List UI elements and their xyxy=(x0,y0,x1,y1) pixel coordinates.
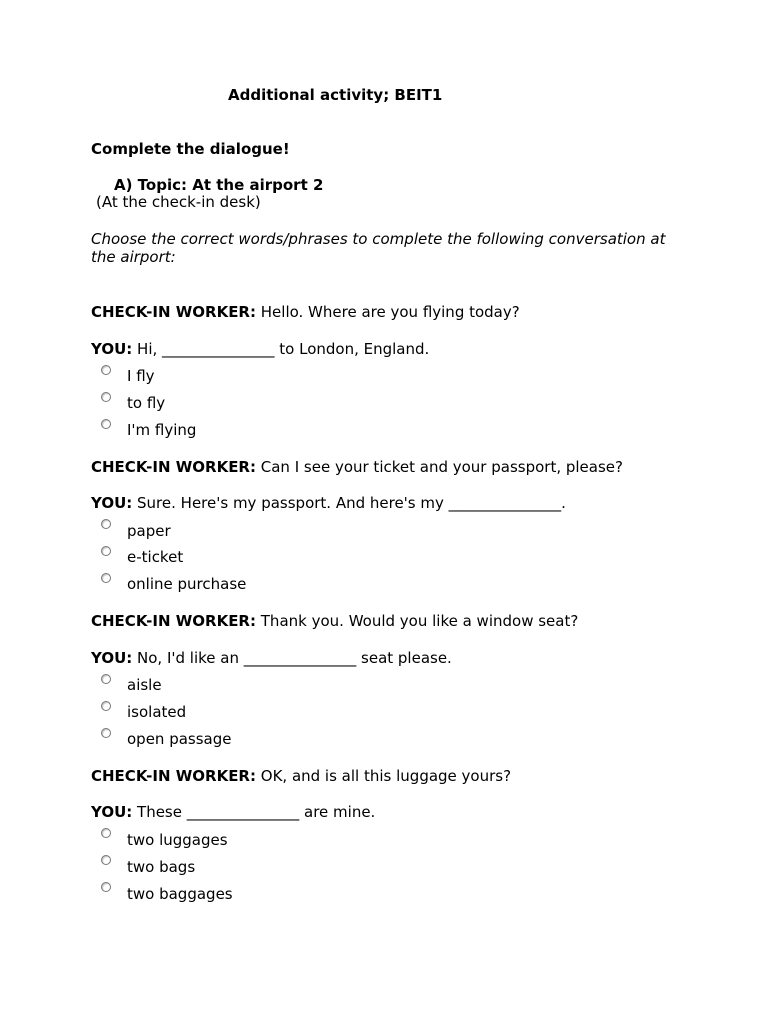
you-text: These _______________ are mine. xyxy=(132,803,376,821)
worker-speaker: CHECK-IN WORKER: xyxy=(91,612,256,630)
worker-text: Thank you. Would you like a window seat? xyxy=(256,612,579,630)
you-text: Hi, _______________ to London, England. xyxy=(132,340,430,358)
option-label: two luggages xyxy=(127,831,228,849)
option-label: open passage xyxy=(127,730,232,748)
radio-button[interactable] xyxy=(101,674,111,684)
radio-button[interactable] xyxy=(101,828,111,838)
you-text: No, I'd like an _______________ seat please. xyxy=(132,649,452,667)
option-label: I fly xyxy=(127,367,155,385)
you-speaker: YOU: xyxy=(91,340,133,358)
you-line-1 xyxy=(91,340,429,358)
you-text: Sure. Here's my passport. And here's my _______________. xyxy=(132,494,566,512)
option-label: paper xyxy=(127,522,171,540)
topic-subheading: (At the check-in desk) xyxy=(96,193,261,211)
radio-button[interactable] xyxy=(101,419,111,429)
document-title: Additional activity; BEIT1 xyxy=(228,86,443,104)
radio-button[interactable] xyxy=(101,573,111,583)
option-label: two bags xyxy=(127,858,196,876)
worker-line-3 xyxy=(91,612,578,630)
worker-line-2 xyxy=(91,458,623,476)
radio-button[interactable] xyxy=(101,855,111,865)
instruction-text: Choose the correct words/phrases to complete the following conversation at the airport: xyxy=(91,230,666,266)
worker-speaker: CHECK-IN WORKER: xyxy=(91,767,256,785)
section-heading: Complete the dialogue! xyxy=(91,140,290,158)
radio-button[interactable] xyxy=(101,701,111,711)
worker-speaker: CHECK-IN WORKER: xyxy=(91,458,256,476)
you-line-4 xyxy=(91,803,375,821)
worker-line-4 xyxy=(91,767,511,785)
topic-heading: A) Topic: At the airport 2 xyxy=(114,176,324,194)
option-label: e-ticket xyxy=(127,548,184,566)
option-label: online purchase xyxy=(127,575,247,593)
you-line-3 xyxy=(91,649,452,667)
option-label: aisle xyxy=(127,676,162,694)
worker-speaker: CHECK-IN WORKER: xyxy=(91,303,256,321)
radio-button[interactable] xyxy=(101,519,111,529)
option-label: two baggages xyxy=(127,885,233,903)
worker-text: Hello. Where are you flying today? xyxy=(256,303,520,321)
option-label: I'm flying xyxy=(127,421,197,439)
you-speaker: YOU: xyxy=(91,803,133,821)
option-label: to fly xyxy=(127,394,166,412)
you-line-2 xyxy=(91,494,566,512)
radio-button[interactable] xyxy=(101,546,111,556)
radio-button[interactable] xyxy=(101,365,111,375)
you-speaker: YOU: xyxy=(91,494,133,512)
worker-line-1 xyxy=(91,303,520,321)
worker-text: OK, and is all this luggage yours? xyxy=(256,767,512,785)
option-label: isolated xyxy=(127,703,187,721)
radio-button[interactable] xyxy=(101,392,111,402)
radio-button[interactable] xyxy=(101,882,111,892)
radio-button[interactable] xyxy=(101,728,111,738)
worker-text: Can I see your ticket and your passport, please? xyxy=(256,458,623,476)
you-speaker: YOU: xyxy=(91,649,133,667)
